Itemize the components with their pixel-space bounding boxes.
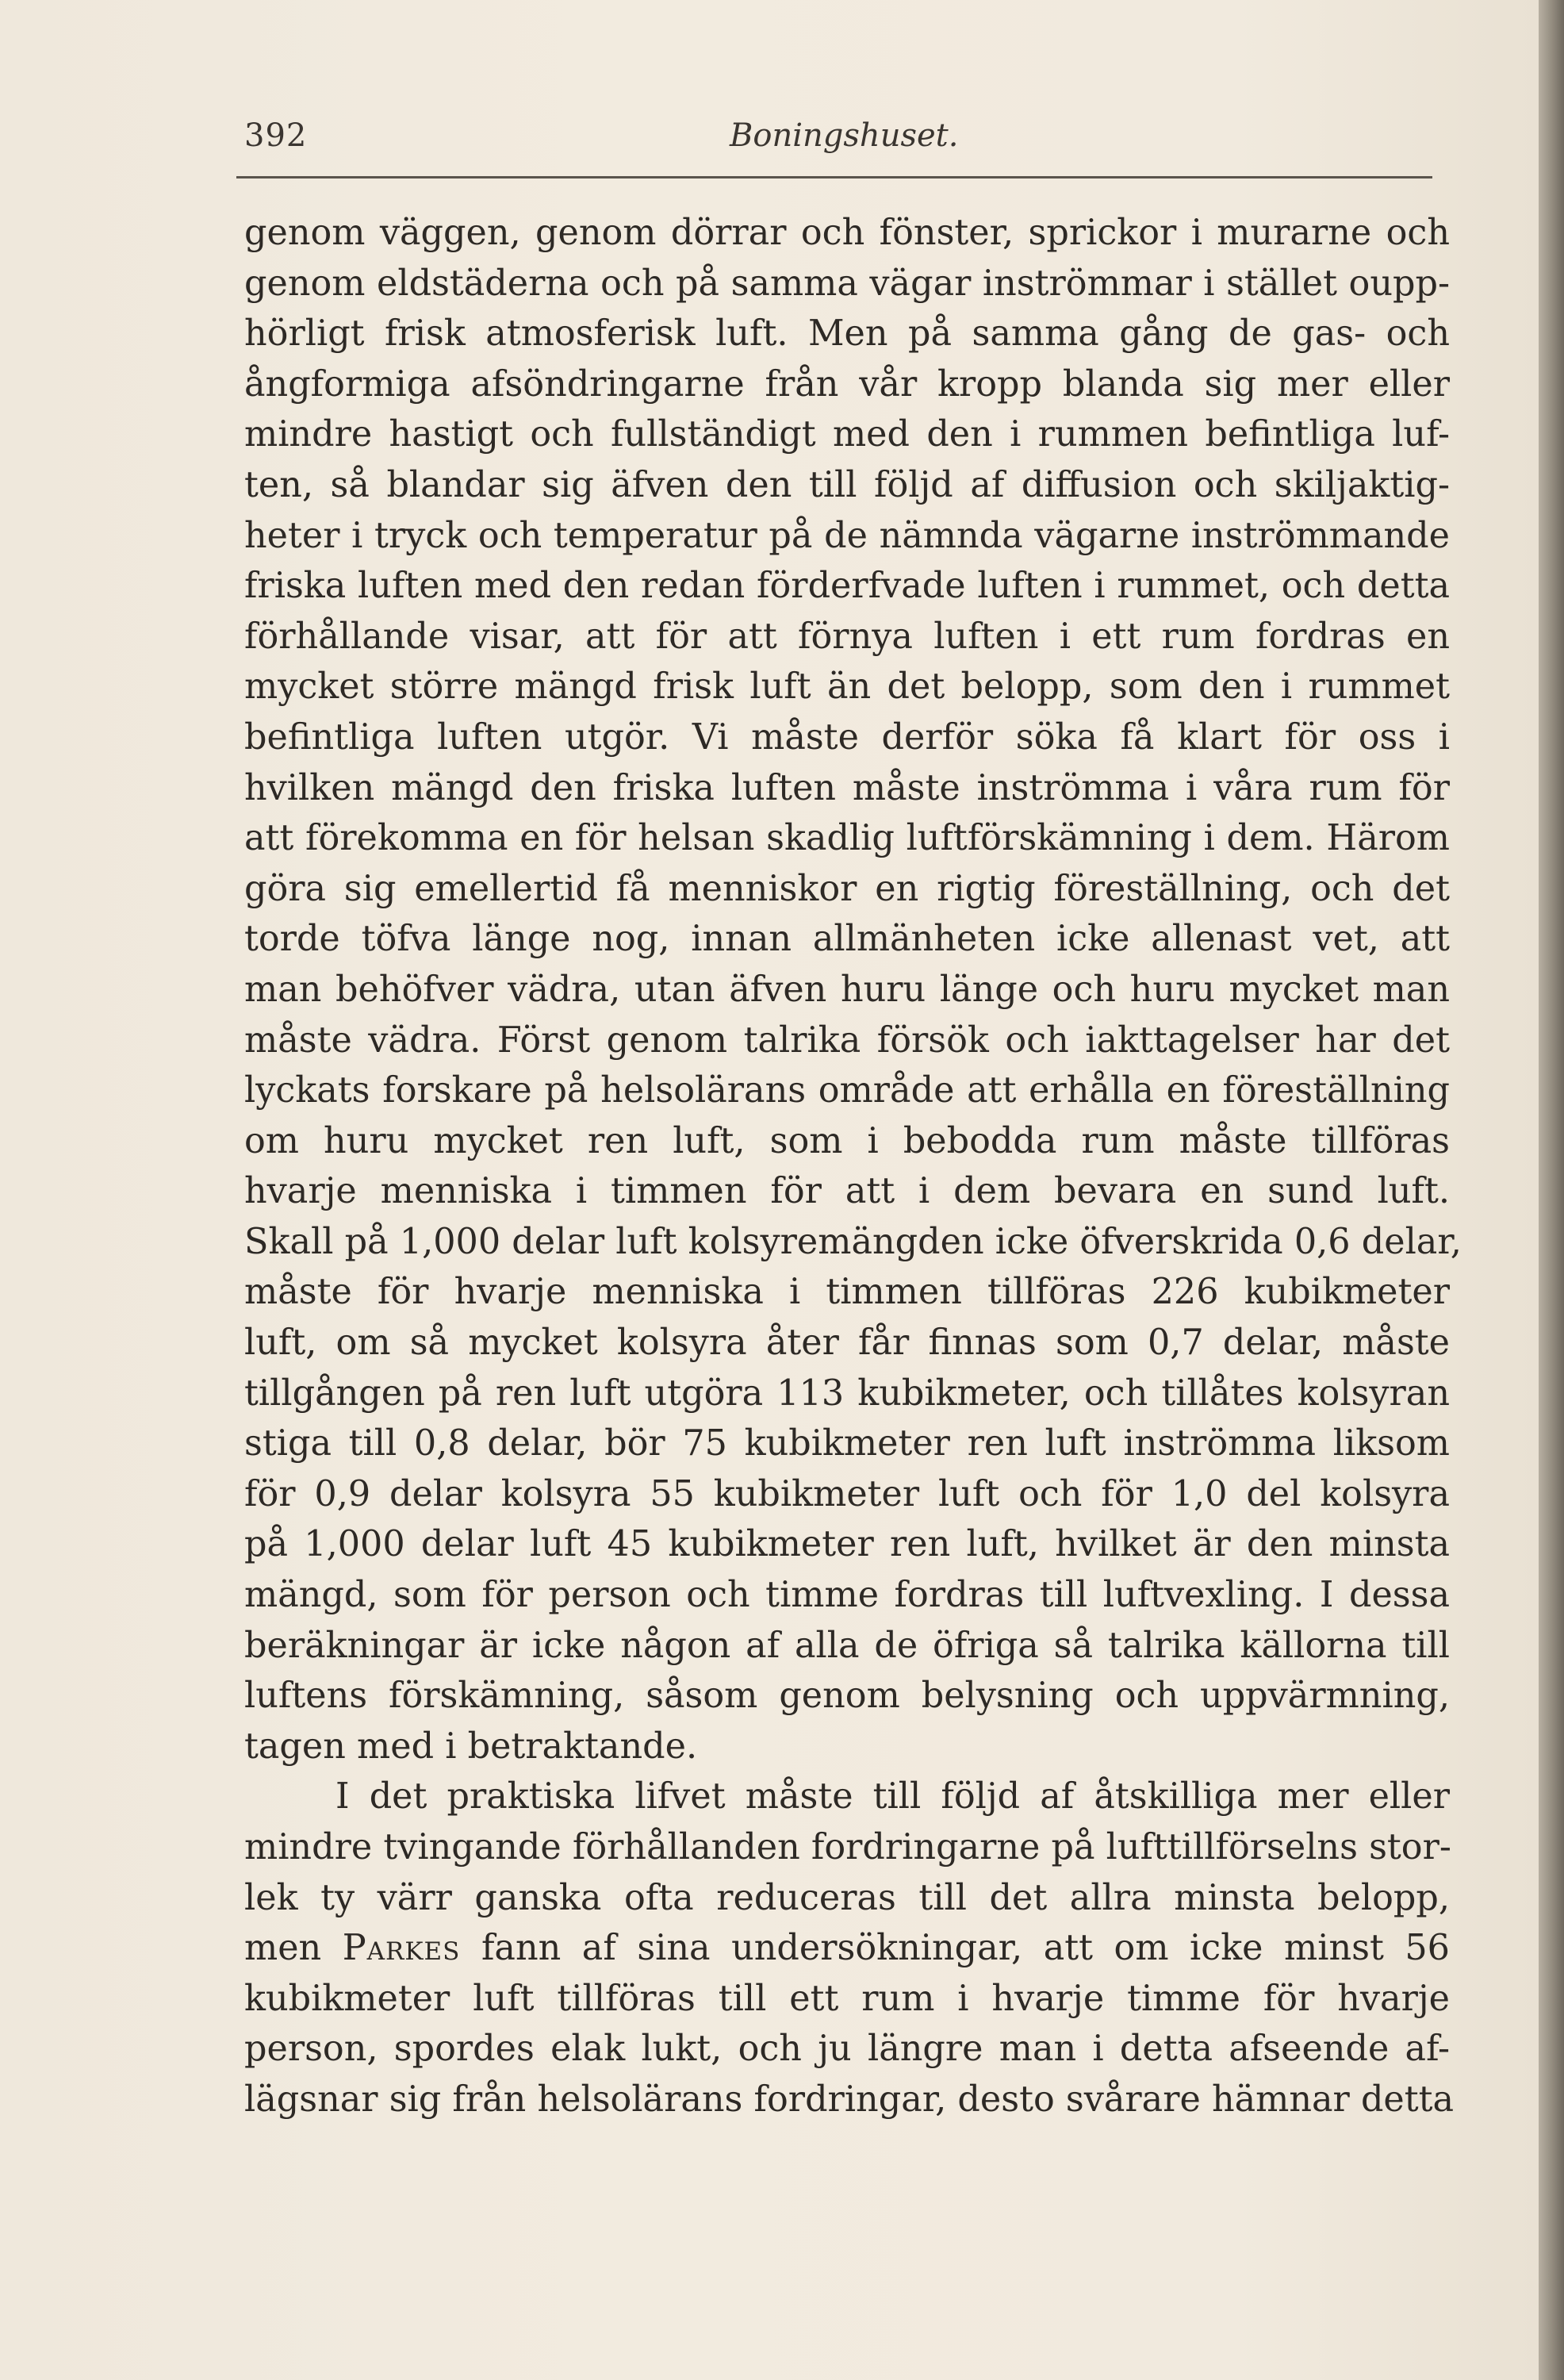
text-line: lyckats forskare på helsolärans område att erhålla en föreställning [244, 1070, 1450, 1111]
header-rule [236, 176, 1432, 178]
text-line: göra sig emellertid få menniskor en rigtig föreställning, och det [244, 868, 1450, 909]
text-line: genom eldstäderna och på samma vägar inströmmar i stället oupp- [244, 263, 1450, 304]
text-line: kubikmeter luft tillföras till ett rum i hvarje timme för hvarje [244, 1978, 1450, 2019]
text-line: torde töfva länge nog, innan allmänheten icke allenast vet, att [244, 919, 1450, 960]
text-line: måste för hvarje menniska i timmen tillföras 226 kubikmeter [244, 1272, 1450, 1313]
text-line: lek ty värr ganska ofta reduceras till det allra minsta belopp, [244, 1877, 1450, 1918]
text-segment: fann af sina undersökningar, att om icke minst 56 [460, 1928, 1450, 1969]
text-line: ångformiga afsöndringarne från vår kropp blanda sig mer eller [244, 363, 1450, 405]
text-line: befintliga luften utgör. Vi måste derför söka få klart för oss i [244, 716, 1450, 758]
text-line: för 0,9 delar kolsyra 55 kubikmeter luft och för 1,0 del kolsyra [244, 1473, 1450, 1514]
text-line: genom väggen, genom dörrar och fönster, sprickor i murarne och [244, 213, 1450, 253]
text-line: hvilken mängd den friska luften måste inströmma i våra rum för [244, 767, 1450, 808]
text-line: om huru mycket ren luft, som i bebodda rum måste tillföras [244, 1120, 1450, 1161]
body-text [244, 208, 1462, 2125]
text-line: mycket större mängd frisk luft än det belopp, som den i rummet [244, 666, 1450, 708]
text-line: friska luften med den redan förderfvade luften i rummet, och detta [244, 566, 1450, 607]
paragraph-start-line: I det praktiska lifvet måste till följd af åtskilliga mer eller [335, 1776, 1450, 1818]
text-line: heter i tryck och temperatur på de nämnda vägarne inströmmande [244, 515, 1450, 556]
page-number: 392 [244, 117, 308, 154]
text-line: mängd, som för person och timme fordras till luftvexling. I dessa [244, 1575, 1450, 1616]
text-line: beräkningar är icke någon af alla de öfriga så talrika källorna till [244, 1625, 1450, 1666]
text-line: mindre hastigt och fullständigt med den i rummen befintliga luf- [244, 414, 1450, 455]
text-line: man behöfver vädra, utan äfven huru länge och huru mycket man [244, 969, 1450, 1010]
text-line: person, spordes elak lukt, och ju längre man i detta afseende af- [244, 2029, 1450, 2070]
text-line: tagen med i betraktande. [244, 1726, 698, 1767]
book-gutter-edge [1539, 0, 1564, 2380]
text-line: tillgången på ren luft utgöra 113 kubikmeter, och tillåtes kolsyran [244, 1372, 1450, 1414]
text-line: ten, så blandar sig äfven den till följd af diffusion och skiljaktig- [244, 464, 1450, 505]
text-line: hörligt frisk atmosferisk luft. Men på samma gång de gas- och [244, 313, 1450, 355]
text-segment: men [244, 1928, 343, 1969]
text-line: luft, om så mycket kolsyra åter får finnas som 0,7 delar, måste [244, 1322, 1450, 1364]
text-line: på 1,000 delar luft 45 kubikmeter ren luft, hvilket är den minsta [244, 1524, 1450, 1565]
text-line: förhållande visar, att för att förnya luften i ett rum fordras en [244, 616, 1450, 657]
text-line-parkes [244, 1923, 1450, 1974]
text-line: mindre tvingande förhållanden fordringarne på lufttillförselns stor- [244, 1827, 1451, 1868]
page-header [244, 117, 1434, 165]
text-line: luftens förskämning, såsom genom belysning och uppvärmning, [244, 1676, 1450, 1717]
author-name-parkes: Parkes [342, 1928, 461, 1969]
text-line: stiga till 0,8 delar, bör 75 kubikmeter ren luft inströmma liksom [244, 1423, 1450, 1464]
text-line: måste vädra. Först genom talrika försök och iakttagelser har det [244, 1019, 1450, 1061]
text-line: lägsnar sig från helsolärans fordringar, desto svårare hämnar detta [244, 2079, 1455, 2120]
text-line: hvarje menniska i timmen för att i dem bevara en sund luft. [244, 1171, 1450, 1212]
text-line: att förekomma en för helsan skadlig luftförskämning i dem. Härom [244, 818, 1450, 859]
running-head: Boningshuset. [730, 117, 959, 154]
text-line: Skall på 1,000 delar luft kolsyremängden icke öfverskrida 0,6 delar, [244, 1221, 1462, 1262]
